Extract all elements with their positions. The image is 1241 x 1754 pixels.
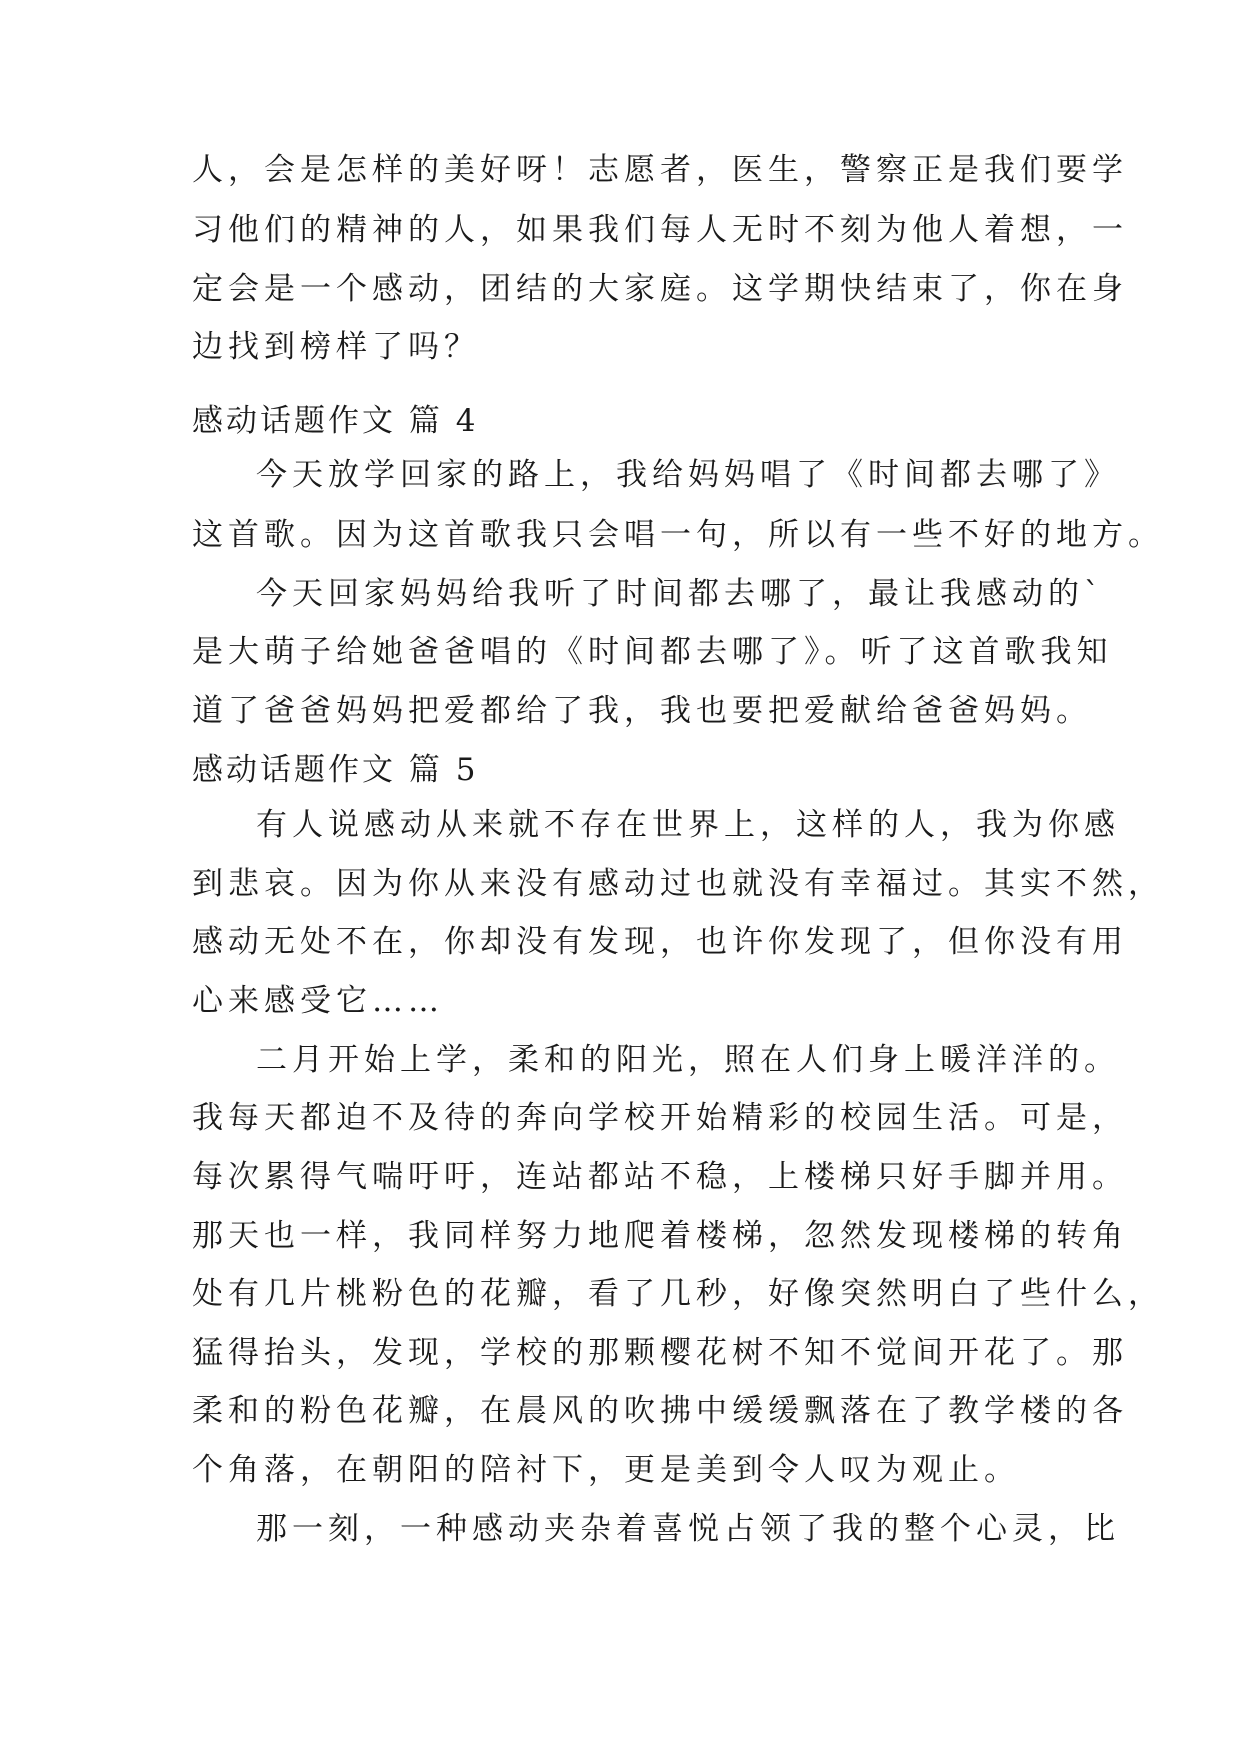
text-line: 个角落，在朝阳的陪衬下，更是美到令人叹为观止。 [192,1452,1020,1488]
text-line: 我每天都迫不及待的奔向学校开始精彩的校园生活。可是， [192,1100,1128,1136]
text-line: 那一刻，一种感动夹杂着喜悦占领了我的整个心灵，比 [256,1511,1120,1547]
text-line: 这首歌。因为这首歌我只会唱一句，所以有一些不好的地方。 [192,517,1164,553]
text-line: 处有几片桃粉色的花瓣，看了几秒，好像突然明白了些什么， [192,1276,1164,1312]
text-line: 感动无处不在，你却没有发现，也许你发现了，但你没有用 [192,924,1128,960]
text-line: 是大萌子给她爸爸唱的《时间都去哪了》。听了这首歌我知 [192,634,1113,670]
section-heading: 感动话题作文 篇 4 [192,403,479,439]
text-line: 人，会是怎样的美好呀！志愿者，医生，警察正是我们要学 [192,152,1128,188]
text-line: 到悲哀。因为你从来没有感动过也就没有幸福过。其实不然， [192,866,1164,902]
text-line: 今天放学回家的路上，我给妈妈唱了《时间都去哪了》 [256,457,1120,493]
text-line: 道了爸爸妈妈把爱都给了我，我也要把爱献给爸爸妈妈。 [192,693,1092,729]
text-line: 定会是一个感动，团结的大家庭。这学期快结束了，你在身 [192,271,1128,307]
text-line: 每次累得气喘吁吁，连站都站不稳，上楼梯只好手脚并用。 [192,1159,1128,1195]
section-heading: 感动话题作文 篇 5 [192,752,479,788]
text-line: 习他们的精神的人，如果我们每人无时不刻为他人着想，一 [192,212,1128,248]
text-line: 心来感受它…… [192,983,444,1019]
text-line: 二月开始上学，柔和的阳光，照在人们身上暖洋洋的。 [256,1042,1120,1078]
text-line: 有人说感动从来就不存在世界上，这样的人，我为你感 [256,807,1120,843]
text-line: 柔和的粉色花瓣，在晨风的吹拂中缓缓飘落在了教学楼的各 [192,1393,1128,1429]
text-line: 那天也一样，我同样努力地爬着楼梯，忽然发现楼梯的转角 [192,1218,1128,1254]
text-line: 边找到榜样了吗？ [192,329,480,365]
text-line: 猛得抬头，发现，学校的那颗樱花树不知不觉间开花了。那 [192,1335,1128,1371]
text-line: 今天回家妈妈给我听了时间都去哪了，最让我感动的` [256,576,1105,612]
